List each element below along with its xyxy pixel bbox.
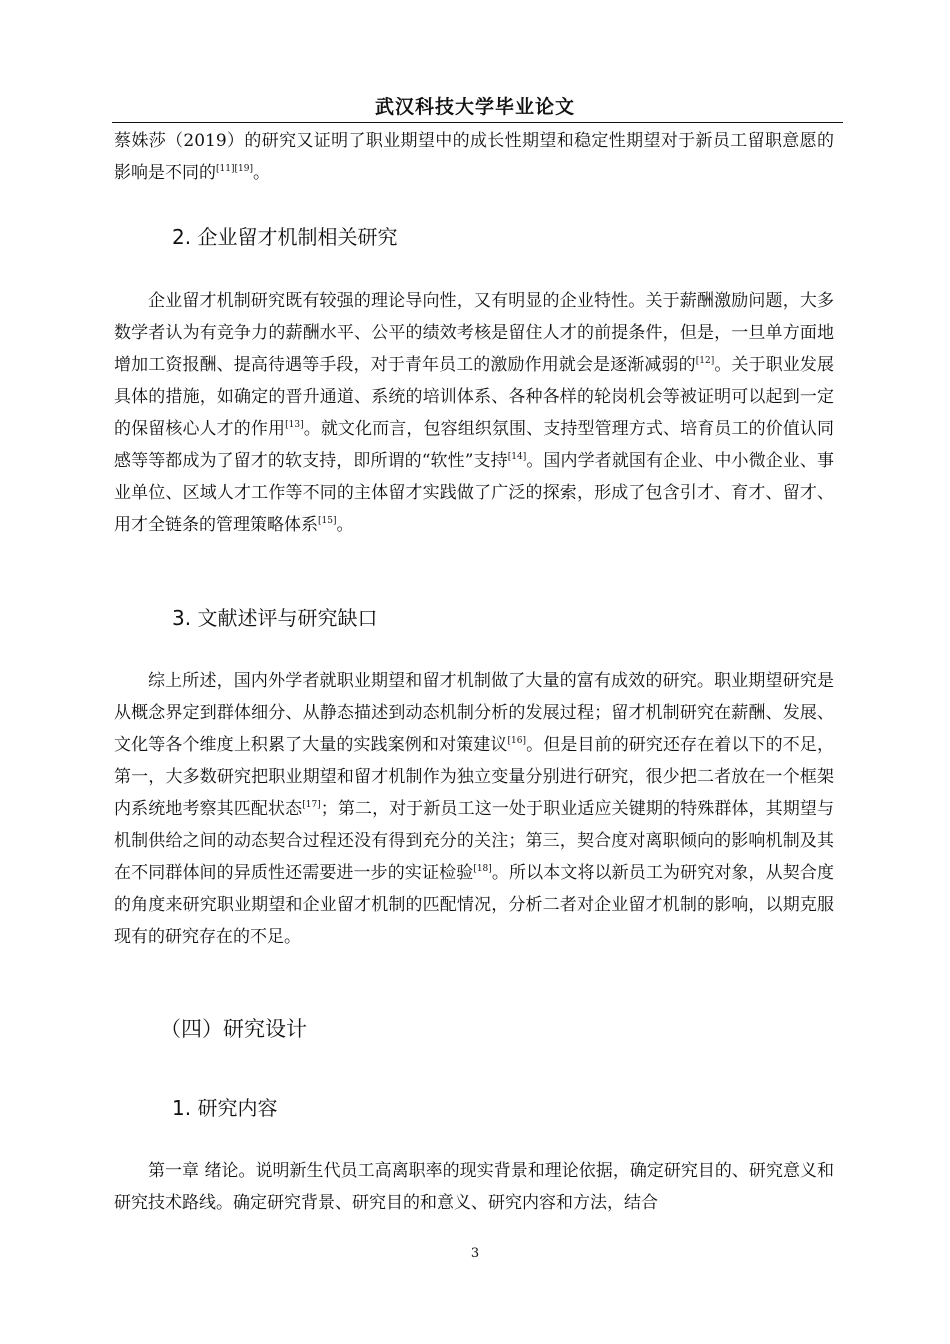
citation-ref: [18]	[473, 864, 492, 874]
citation-ref: [16]	[507, 736, 527, 746]
citation-ref: [17]	[302, 800, 321, 810]
citation-ref: [15]	[318, 516, 337, 526]
section-heading-research-design: （四）研究设计	[160, 1017, 307, 1041]
paragraph-text: 第一章 绪论。说明新生代员工高离职率的现实背景和理论依据，确定研究目的、研究意义和研究技术路线。确定研究背景、研究目的和意义、研究内容和方法，结合	[114, 1161, 834, 1213]
citation-ref: [12]	[695, 356, 715, 366]
citation-ref: [13]	[285, 420, 304, 430]
paragraph-text: 蔡姝莎（2019）的研究又证明了职业期望中的成长性期望和稳定性期望对于新员工留职意愿的影响是不同的	[114, 131, 834, 183]
paragraph-retention-research	[114, 285, 834, 541]
citation-ref: [11][19]	[216, 164, 253, 174]
paragraph-text: ；第二，对于新员工这一处于职业适应关键期的特殊群体，其期望与机制供给之间的动态契合过程还没有得到充分的关注；第三，契合度对离职倾向的影响机制及其在不同群体间的异质性还需要进一步的实证检验	[114, 799, 835, 883]
paragraph-text: 。关于职业发展具体的措施，如确定的晋升通道、系统的培训体系、各种各样的轮岗机会等被证明可以起到一定的保留核心人才的作用	[114, 355, 835, 439]
continued-paragraph	[114, 125, 834, 189]
paragraph-text: 。就文化而言，包容组织氛围、支持型管理方式、培育员工的价值认同感等等都成为了留才的软支持，即所谓的“软性”支持	[114, 419, 835, 471]
page-number: 3	[470, 1246, 480, 1261]
paragraph-text: 综上所述，国内外学者就职业期望和留才机制做了大量的富有成效的研究。职业期望研究是从概念界定到群体细分、从静态描述到动态机制分析的发展过程；留才机制研究在薪酬、发展、文化等各个维度上积累了大量的实践案例和对策建议	[114, 671, 834, 755]
paragraph-text: 企业留才机制研究既有较强的理论导向性，又有明显的企业特性。关于薪酬激励问题，大多数学者认为有竞争力的薪酬水平、公平的绩效考核是留住人才的前提条件，但是，一旦单方面地增加工资报酬、提高待遇等手段，对于青年员工的激励作用就会是逐渐减弱的	[114, 291, 834, 375]
section-heading-literature-review: 3. 文献述评与研究缺口	[172, 606, 378, 630]
paragraph-text: 。	[336, 515, 354, 535]
paragraph-research-content	[114, 1155, 834, 1219]
header-divider	[112, 122, 843, 123]
paragraph-text: 。国内学者就国有企业、中小微企业、事业单位、区域人才工作等不同的主体留才实践做了广泛的探索，形成了包含引才、育才、留才、用才全链条的管理策略体系	[114, 451, 835, 535]
paragraph-text: 。	[252, 163, 270, 183]
paragraph-text: 。但是目前的研究还存在着以下的不足，第一，大多数研究把职业期望和留才机制作为独立变量分别进行研究，很少把二者放在一个框架内系统地考察其匹配状态	[114, 735, 835, 819]
section-heading-research-content: 1. 研究内容	[172, 1096, 278, 1120]
citation-ref: [14]	[507, 452, 527, 462]
section-heading-retention-research: 2. 企业留才机制相关研究	[172, 225, 398, 249]
paragraph-text: 。所以本文将以新员工为研究对象，从契合度的角度来研究职业期望和企业留才机制的匹配情况，分析二者对企业留才机制的影响，以期克服现有的研究存在的不足。	[114, 863, 834, 947]
page-header-title: 武汉科技大学毕业论文	[374, 96, 575, 118]
paragraph-literature-review	[114, 665, 834, 953]
